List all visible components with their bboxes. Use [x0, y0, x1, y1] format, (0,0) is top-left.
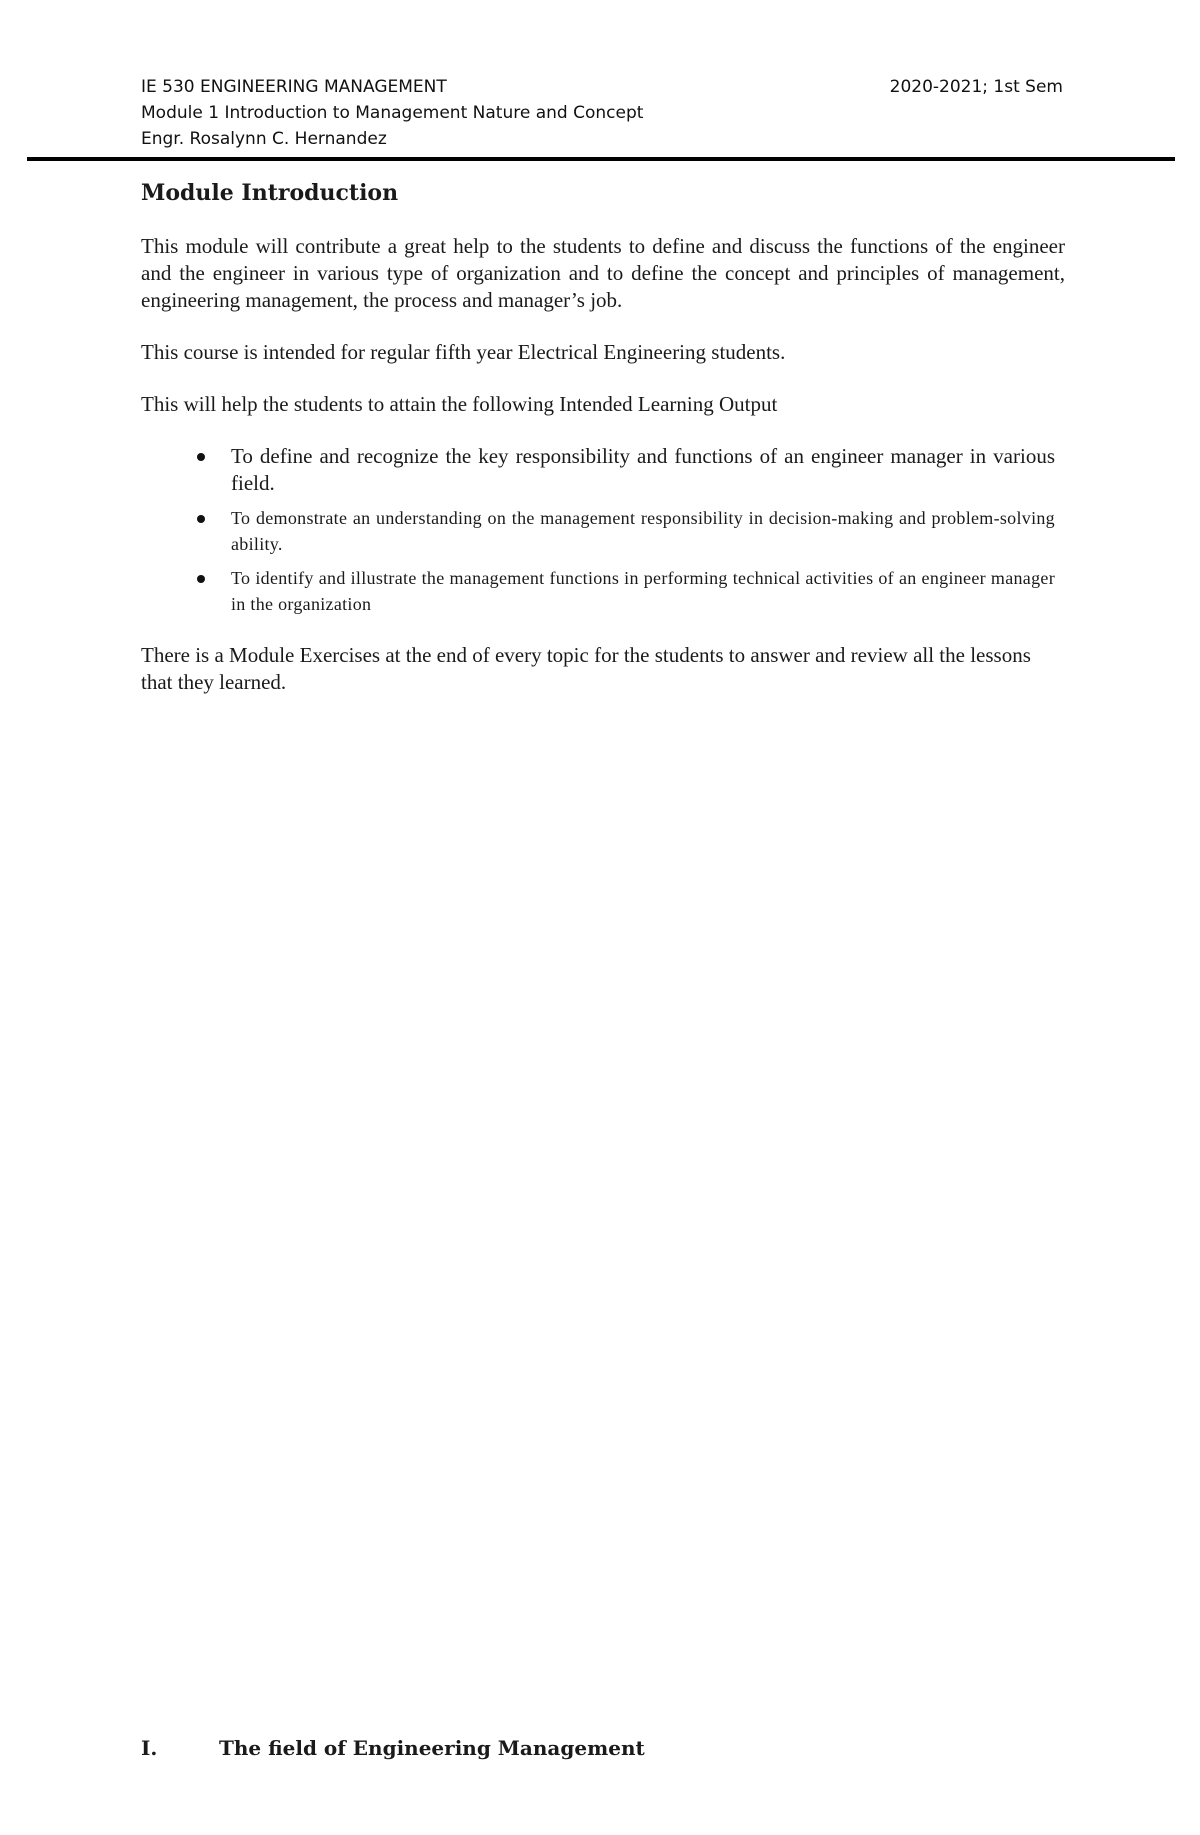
- header-row-course: [141, 74, 1063, 100]
- bullet-icon: [197, 575, 205, 583]
- outcomes-list: [141, 443, 1065, 617]
- section-title-text: The field of Engineering Management: [218, 1736, 645, 1760]
- ilo-lead-paragraph: This will help the students to attain the following Intended Learning Output: [141, 392, 778, 416]
- course-note-paragraph: This course is intended for regular fifth year Electrical Engineering students.: [141, 340, 786, 364]
- main-content: [141, 178, 1065, 721]
- bullet-icon: [197, 515, 205, 523]
- instructor-name: Engr. Rosalynn C. Hernandez: [141, 129, 387, 149]
- exercises-note-paragraph: There is a Module Exercises at the end of every topic for the students to answer and review all the lessons that they learned.: [141, 643, 1031, 694]
- outcome-item: [141, 443, 1065, 497]
- term-label: 2020-2021; 1st Sem: [889, 77, 1063, 97]
- bullet-icon: [197, 453, 205, 461]
- section-heading: Module Introduction: [141, 180, 399, 206]
- course-title: IE 530 ENGINEERING MANAGEMENT: [141, 77, 447, 97]
- outcome-text: To define and recognize the key responsibility and functions of an engineer manager in various field.: [231, 444, 1055, 495]
- module-title: Module 1 Introduction to Management Nature and Concept: [141, 103, 644, 123]
- next-section-title: [141, 1734, 645, 1762]
- intro-paragraph: This module will contribute a great help to the students to define and discuss the functions of the engineer and the engineer in various type of organization and to define the concept and principles of management, engineering management, the process and manager’s job.: [141, 234, 1065, 312]
- outcome-item: [141, 565, 1065, 617]
- section-number: I.: [141, 1736, 158, 1760]
- outcome-text: To identify and illustrate the management functions in performing technical activities of an engineer manager in the organization: [231, 568, 1055, 614]
- outcome-text: To demonstrate an understanding on the management responsibility in decision-making and problem-solving ability.: [231, 508, 1055, 554]
- outcome-item: [141, 505, 1065, 557]
- header-divider: [27, 157, 1175, 161]
- page-header: [141, 74, 1063, 152]
